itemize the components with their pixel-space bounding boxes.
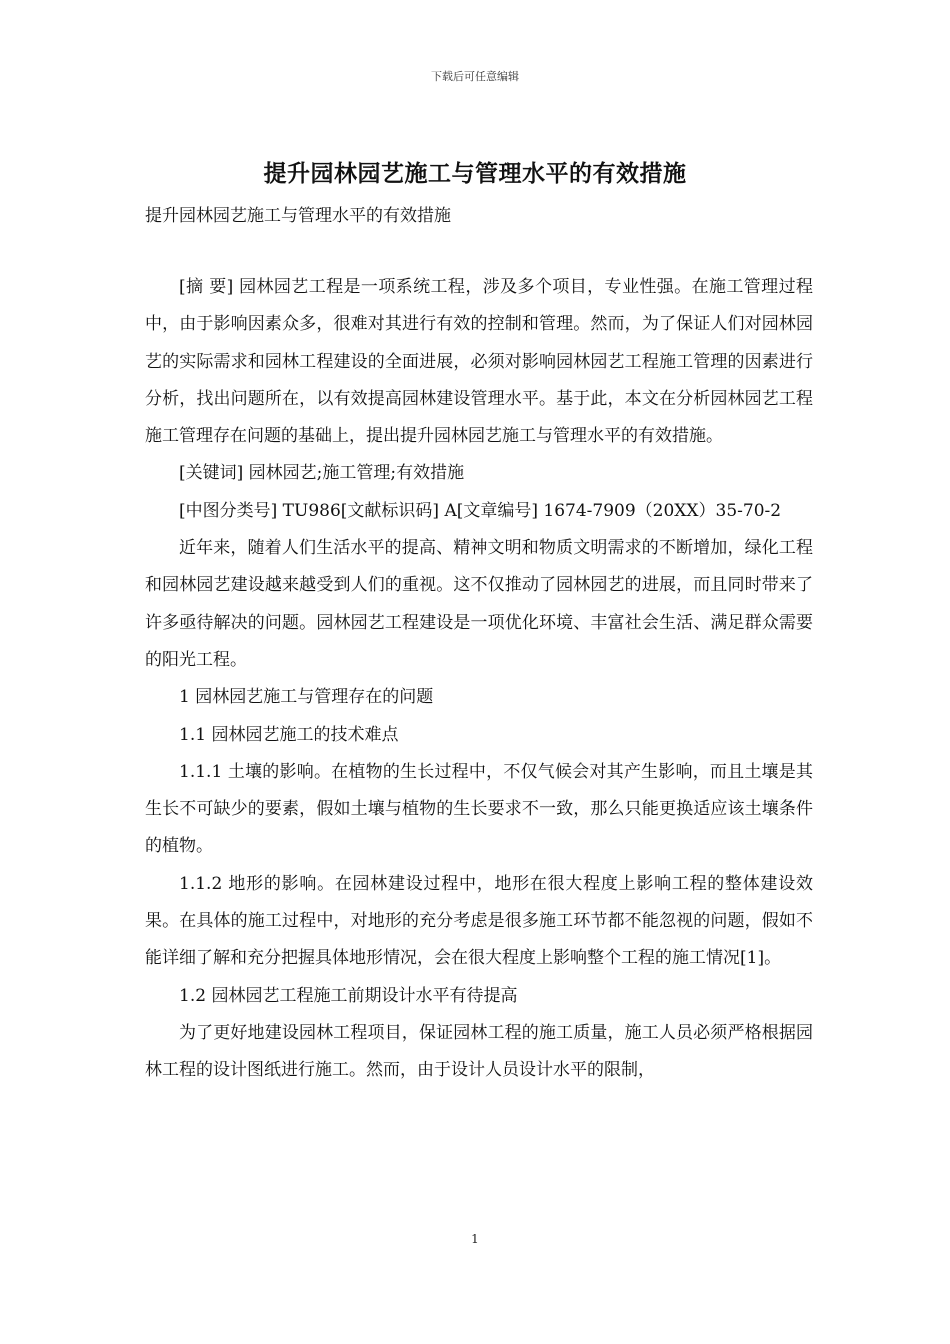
classification-paragraph: [中图分类号] TU986[文献标识码] A[文章编号] 1674-7909（20XX）35-70-2 bbox=[179, 500, 782, 521]
keywords-paragraph: [关键词] 园林园艺;施工管理;有效措施 bbox=[179, 463, 465, 484]
section-heading-1: 1 园林园艺施工与管理存在的问题 bbox=[179, 687, 434, 708]
intro-paragraph: 近年来，随着人们生活水平的提高、精神文明和物质文明需求的不断增加，绿化工程和园林园艺建设越来越受到人们的重视。这不仅推动了园林园艺的进展，而且同时带来了许多亟待解决的问题。园林园艺工程建设是一项优化环境、丰富社会生活、满足群众需要的阳光工程。 bbox=[145, 538, 813, 670]
document-body bbox=[145, 269, 813, 1090]
section-heading-1-1: 1.1 园林园艺施工的技术难点 bbox=[179, 724, 399, 745]
abstract-paragraph: [摘 要] 园林园艺工程是一项系统工程，涉及多个项目，专业性强。在施工管理过程中，由于影响因素众多，很难对其进行有效的控制和管理。然而，为了保证人们对园林园艺的实际需求和园林工程建设的全面进展，必须对影响园林园艺工程施工管理的因素进行分析，找出问题所在，以有效提高园林建设管理水平。基于此，本文在分析园林园艺工程施工管理存在问题的基础上，提出提升园林园艺施工与管理水平的有效措施。 bbox=[145, 277, 813, 447]
paragraph-1-1-1: 1.1.1 土壤的影响。在植物的生长过程中，不仅气候会对其产生影响，而且土壤是其生长不可缺少的要素，假如土壤与植物的生长要求不一致，那么只能更换适应该土壤条件的植物。 bbox=[145, 761, 813, 857]
page-header-note: 下载后可任意编辑 bbox=[431, 70, 519, 83]
document-subtitle: 提升园林园艺施工与管理水平的有效措施 bbox=[145, 206, 451, 226]
document-title: 提升园林园艺施工与管理水平的有效措施 bbox=[263, 161, 687, 187]
paragraph-1-1-2: 1.1.2 地形的影响。在园林建设过程中，地形在很大程度上影响工程的整体建设效果。在具体的施工过程中，对地形的充分考虑是很多施工环节都不能忽视的问题，假如不能详细了解和充分把握具体地形情况，会在很大程度上影响整个工程的施工情况[1]。 bbox=[145, 873, 813, 969]
paragraph-1-2: 为了更好地建设园林工程项目，保证园林工程的施工质量，施工人员必须严格根据园林工程的设计图纸进行施工。然而，由于设计人员设计水平的限制， bbox=[145, 1022, 813, 1081]
page-number: 1 bbox=[471, 1232, 479, 1246]
section-heading-1-2: 1.2 园林园艺工程施工前期设计水平有待提高 bbox=[179, 985, 518, 1006]
